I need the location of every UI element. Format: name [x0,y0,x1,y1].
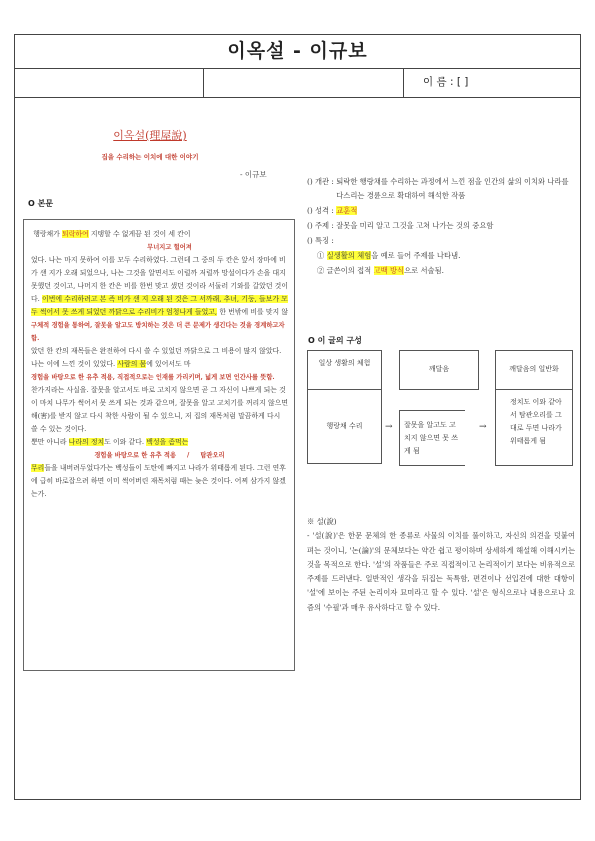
work-info [307,175,577,279]
annotation-2: 구체적 경험을 통하여, 잘못을 알고도 방치하는 것은 더 큰 문제가 생긴다는 것을 경계하고자 함. [31,322,285,342]
note-heading: ※ 설(說) [307,517,337,526]
info-nature: () 성격 : 교훈적 [307,206,358,215]
document-title: 이옥설(理屋說) [113,129,187,142]
note-body: - '설(說)'은 한문 문체의 한 종류로 사물의 이치를 풀이하고, 자신의 의견을 덧붙여 펴는 것이니, '논(論)'의 문체보다는 약간 쉽고 평이하며 상세하게 해설해 이해시키는 것을 목적으로 한다. '설'의 작품들은 주로 직접적이고 논리적이기 보다는 비유적으로 주제를 드러낸다. 일반적인 생각을 뒤집는 독특함, 편견이나 선입견에 대한 대항이 '설'에 보이는 주된 논리이자 묘미라고 할 수 있다. '설'은 형식으로나 내용으로나 요즘의 '수필'과 매우 유사하다고 할 수 있다. [307,531,575,612]
diagram-box-generalization: 정치도 이와 같아서 탐관오리를 그대로 두면 나라가 위태롭게 됨 [495,390,573,466]
info-overview: () 개관 : 퇴락한 행랑채를 수리하는 과정에서 느낀 점을 인간의 삶의 이치와 나라를 다스리는 경륜으로 확대하여 해석한 작품 [307,177,569,200]
paragraph-2: 나는 이에 느낀 것이 있었다. 사람의 몸에 있어서도 마 [31,360,191,368]
diagram-box-experience: 행랑채 수리 [307,390,382,464]
structure-heading: O 이 글의 구성 [308,336,362,345]
main-text-box: 행랑채가 퇴락하여 지탱할 수 없게끔 된 것이 세 칸이 무너지고 헐어져 었다. 나는 마지 못하여 이를 모두 수리하였다. 그런데 그 중의 두 칸은 앞서 장마에 비가 샌 지가 오래 되었으나, 나는 그것을 알면서도 이럴까 저럴까 망설이다가 손을 대지 못했던 것이고, 나머지 한 칸은 비를 한번 맞고 샜던 것이라 서둘러 기와를 갈았던 것이다. 이번에 수리하려고 본 즉 비가 샌 지 오래 된 것은 그 서까래, 추녀, 기둥, 들보가 모두 썩어서 못 쓰게 되었던 까닭으로 수리비가 엄청나게 들었고, 한 번밖에 비를 맞지 않 구체적 경험을 통하여, 잘못을 알고도 방치하는 것은 더 큰 문제가 생긴다는 것을 경계하고자 함. 았던 한 칸의 재목들은 완전하여 다시 쓸 수 있었던 까닭으로 그 비용이 많지 않았다. 나는 이에 느낀 것이 있었다. 사람의 몸에 있어서도 마 경험을 바탕으로 한 유추 적용, 직접적으로는 인재를 가리키며, 넓게 보면 인간사를 뜻함. 찬가지라는 사실을. 잘못을 알고서도 바로 고치지 않으면 곧 그 자신이 나쁘게 되는 것이 마치 나무가 썩어서 못 쓰게 되는 것과 같으며, 잘못을 알고 고치기를 꺼리지 않으면 해(害)를 받지 않고 다시 착한 사람이 될 수 있으니, 저 집의 재목처럼 말끔하게 다시 쓸 수 있는 것이다. 뿐만 아니라 나라의 정치도 이와 같다. 백성을 좀먹는 경험을 바탕으로 한 유추 적용 / 탐관오리 무리들을 내버려두었다가는 백성들이 도탄에 빠지고 나라가 위태롭게 된다. 그런 연후에 급히 바로잡으려 하면 이미 썩어버린 재목처럼 때는 늦은 것이다. 어찌 삼가지 않겠는가. [23,219,295,671]
name-field[interactable]: 이 름 : [ ] [423,76,469,88]
page-title: 이옥설 - 이규보 [15,35,580,69]
info-subject: () 주제 : 잘못을 미리 알고 그것을 고쳐 나가는 것의 중요함 [307,221,494,230]
name-row [15,68,580,98]
document-author: - 이규보 [240,170,267,179]
arrow-icon: → [385,422,393,432]
structure-diagram [307,350,577,480]
info-feature-2: ② 글쓴이의 접적 고백 방식으로 서술됨. [317,266,444,275]
blank-cell-1 [15,68,204,97]
blank-cell-2 [203,68,404,97]
info-feature-1: ① 실생활의 체험을 예로 들어 주제를 나타냄. [317,251,461,260]
annotation-4: 경험을 바탕으로 한 유추 적용 / 탐관오리 [94,452,225,459]
paragraph-3: 뿐만 아니라 나라의 정치도 이와 같다. 백성을 좀먹는 [31,438,189,446]
diagram-header-generalization: 깨달음의 일반화 [495,350,573,390]
annotation-3: 경험을 바탕으로 한 유추 적용, 직접적으로는 인재를 가리키며, 넓게 보면 인간사를 뜻함. [31,374,275,381]
diagram-box-realization: 잘못을 알고도 고치지 않으면 못 쓰게 됨 [399,410,465,466]
main-text-heading: O 본문 [28,199,54,208]
paragraph-1: 행랑채가 퇴락하여 지탱할 수 없게끔 된 것이 세 칸이 [33,230,191,238]
diagram-header-experience: 일상 생활의 체험 [307,350,382,390]
diagram-header-realization: 깨달음 [399,350,479,390]
arrow-icon: → [479,422,487,432]
annotation-1: 무너지고 헐어져 [147,244,192,251]
info-feature-label: () 특징 : [307,236,334,245]
genre-note [307,515,575,615]
document-subtitle: 집을 수리하는 이치에 대한 이야기 [101,153,199,161]
